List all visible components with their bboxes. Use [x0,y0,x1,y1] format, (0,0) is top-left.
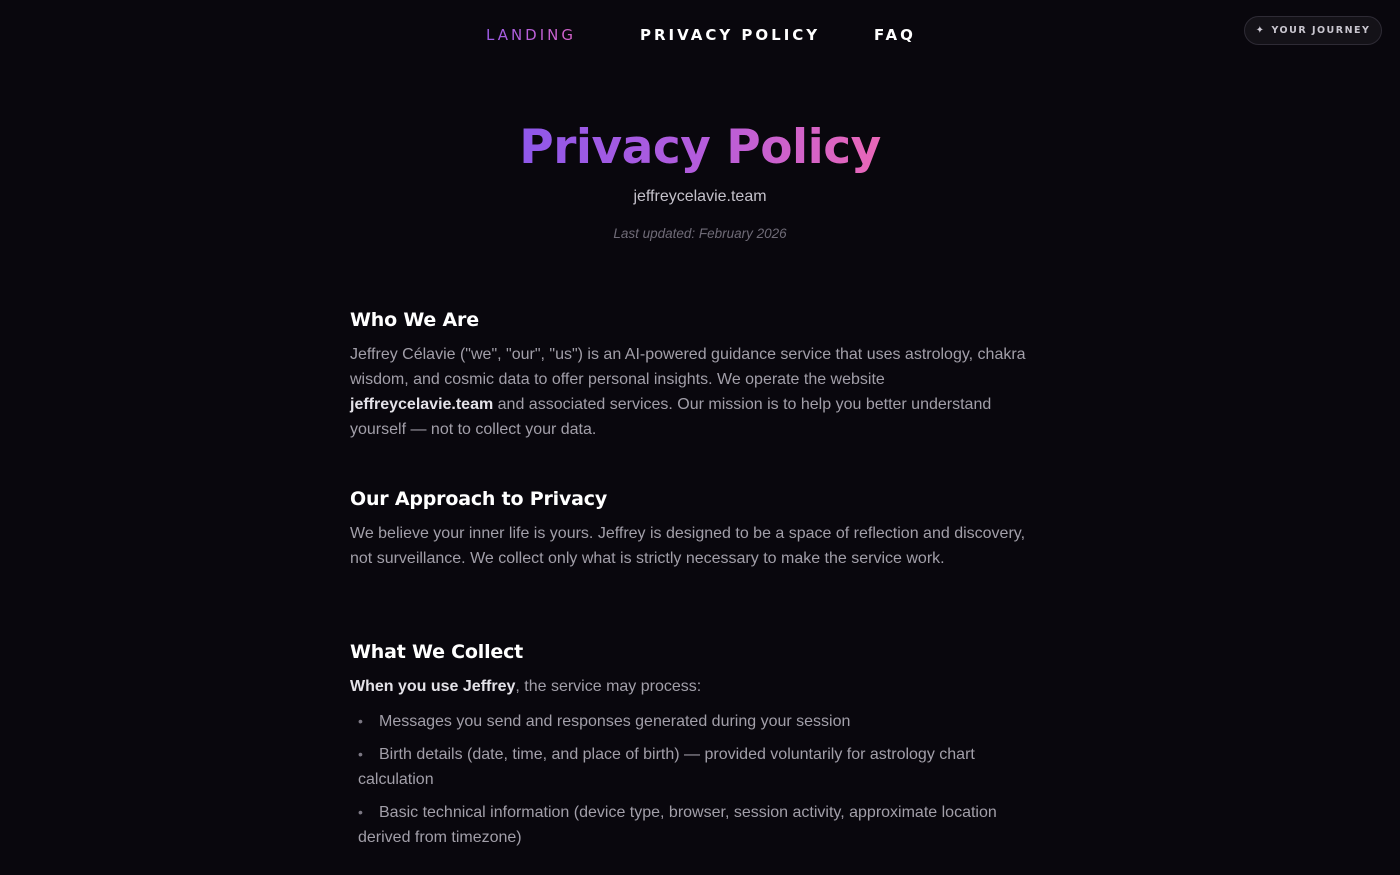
bullet-icon: • [358,713,363,729]
lead-rest: , the service may process: [515,678,702,695]
bullet-icon: • [358,804,363,820]
nav-link-landing[interactable]: LANDING [486,26,577,44]
collect-list [350,709,1040,850]
page-title-text: Privacy Policy [519,120,881,175]
your-journey-label: YOUR JOURNEY [1271,25,1371,36]
list-item [358,800,1040,850]
page-title [0,118,1400,178]
lead-bold: When you use Jeffrey [350,678,516,695]
top-nav [0,24,1400,48]
section-approach [350,485,1030,571]
section-what-we-collect [350,638,1040,858]
last-updated: Last updated: February 2026 [613,226,787,241]
nav-link-privacy-policy[interactable]: PRIVACY POLICY [640,26,821,44]
section-body [350,342,1030,442]
section-body: We believe your inner life is yours. Jeffrey is designed to be a space of reflection and discovery, not surveillance. We collect only what is strictly necessary to make the service work. [350,525,1026,567]
section-heading: What We Collect [350,641,524,663]
list-item-text: Basic technical information (device type, browser, session activity, approximate location derived from timezone) [358,804,997,846]
body-text: and associated services. Our mission is to help you better understand yourself — not to collect your data. [350,396,992,438]
your-journey-button[interactable] [1244,16,1382,45]
section-heading: Who We Are [350,309,479,331]
bullet-icon: • [358,746,363,762]
list-item [358,709,1040,734]
section-lead [350,674,1040,699]
list-item-text: Messages you send and responses generated during your session [379,713,851,730]
sparkle-icon: ✦ [1255,25,1266,36]
list-item [358,742,1040,792]
body-text: Jeffrey Célavie ("we", "our", "us") is an AI-powered guidance service that uses astrology, chakra wisdom, and cosmic data to offer personal insights. We operate the website [350,346,1026,388]
section-who-we-are [350,306,1030,442]
section-heading: Our Approach to Privacy [350,488,608,510]
site-domain: jeffreycelavie.team [633,188,767,205]
domain-bold: jeffreycelavie.team [350,396,494,413]
nav-link-faq[interactable]: FAQ [874,26,916,44]
list-item-text: Birth details (date, time, and place of birth) — provided voluntarily for astrology chart calculation [358,746,975,788]
